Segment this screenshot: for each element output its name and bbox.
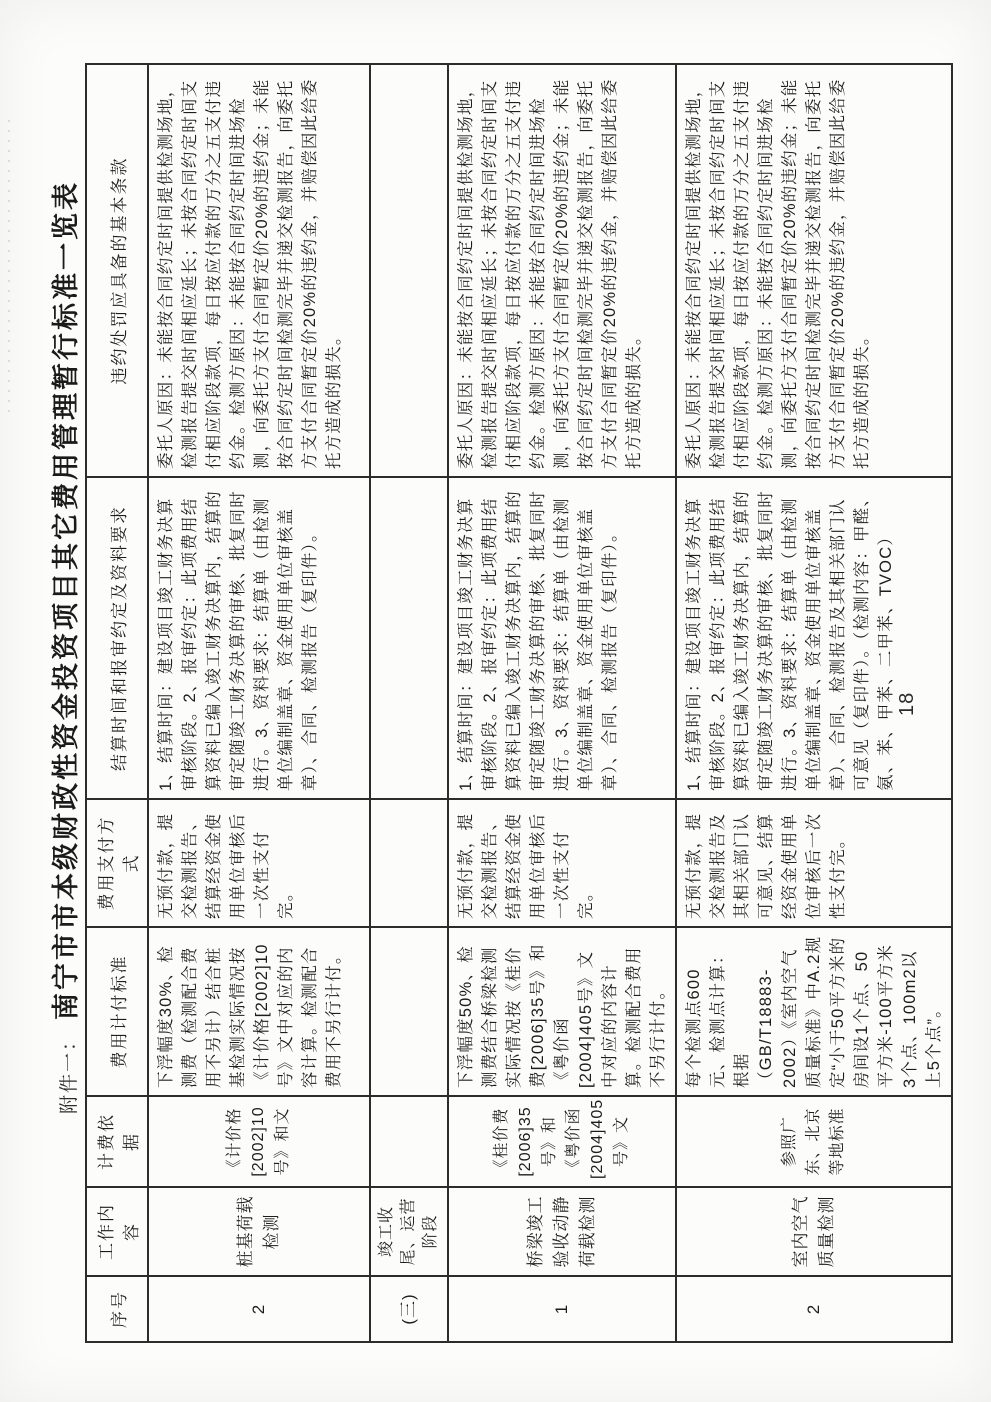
cell-work: 室内空气质量检测 [676,1187,952,1276]
cell-settlement: 1、结算时间：建设项目竣工财务决算审核阶段。2、报审约定：此项费用结算资料已编入竣工财务决算内，结算的审定随竣工财务决算的审核、批复同时进行。3、资料要求：结算单（由检测单位编制盖章、资金使用单位审核盖章）、合同、检测报告（复印件）。 [148,477,370,799]
section-row [370,64,448,1342]
cell-penalty: 委托人原因：未能按合同约定时间提供检测场地，检测报告提交时间相应延长；未按合同约定时间支付相应阶段款项，每日按应付款的万分之五支付违约金。检测方原因：未能按合同约定时间进场检测，向委托方支付合同暂定价20%的违约金；未能按合同约定时间检测完毕并递交检测报告，向委托方支付合同暂定价20%的违约金，并赔偿因此给委托方造成的损失。 [148,64,370,477]
col-header-payment: 费用支付方式 [86,799,148,927]
cell-basis [370,1096,448,1187]
table-row [148,64,370,1342]
cell-standard: 下浮幅度30%、检测费（检测配合费用不另计）结合桩基检测实际情况按《计价格[2002]10号》文中对应的内容计算。检测配合费用不另行计付。 [148,927,370,1096]
cell-penalty: 委托人原因：未能按合同约定时间提供检测场地，检测报告提交时间相应延长；未按合同约定时间支付相应阶段款项，每日按应付款的万分之五支付违约金。检测方原因：未能按合同约定时间进场检测，向委托方支付合同暂定价20%的违约金；未能按合同约定时间检测完毕并递交检测报告，向委托方支付合同暂定价20%的违约金，并赔偿因此给委托方造成的损失。 [448,64,676,477]
cell-standard: 每个检测点600元、检测点计算：根据（GB/T18883-2002）《室内空气质量标准》中A.2规定“小于50平方米的房间设1个点、50平方米-100平方米3个点、100m2以上5个点”。 [676,927,952,1096]
document-header [44,180,83,1114]
cell-basis: 《桂价费[2006]35号》和《粤价函[2004]405号》文 [448,1096,676,1187]
cell-penalty: 委托人原因：未能按合同约定时间提供检测场地，检测报告提交时间相应延长；未按合同约定时间支付相应阶段款项，每日按应付款的万分之五支付违约金。检测方原因：未能按合同约定时间进场检测，向委托方支付合同暂定价20%的违约金；未能按合同约定时间检测完毕并递交检测报告，向委托方支付合同暂定价20%的违约金，并赔偿因此给委托方造成的损失。 [676,64,952,477]
table-row [448,64,676,1342]
col-header-settlement: 结算时间和报审约定及资料要求 [86,477,148,799]
cell-payment: 无预付款，提交检测报告、结算经资金使用单位审核后一次性支付完。 [448,799,676,927]
cell-work: 桩基荷载检测 [148,1187,370,1276]
col-header-basis: 计费依据 [86,1096,148,1187]
cell-payment [370,799,448,927]
fee-standard-table [85,63,953,1343]
cell-payment: 无预付款，提交检测报告、结算经资金使用单位审核后一次性支付完。 [148,799,370,927]
cell-seq: 1 [448,1276,676,1342]
attachment-label: 附件一： [59,1029,80,1114]
cell-basis: 参照广东、北京等地标准 [676,1096,952,1187]
cell-basis: 《计价格[2002]10号》和文 [148,1096,370,1187]
cell-seq: 2 [148,1276,370,1342]
page-title: 南宁市市本级财政性资金投资项目其它费用管理暂行标准一览表 [51,179,81,1020]
cell-work: 桥梁竣工验收动静荷载检测 [448,1187,676,1276]
cell-settlement: 1、结算时间：建设项目竣工财务决算审核阶段。2、报审约定：此项费用结算资料已编入竣工财务决算内，结算的审定随竣工财务决算的审核、批复同时进行。3、资料要求：结算单（由检测单位编制盖章、资金使用单位审核盖章）、合同、检测报告（复印件）。 [448,477,676,799]
cell-work: 竣工收尾、运营阶段 [370,1187,448,1276]
cell-standard [370,927,448,1096]
col-header-standard: 费用计付标准 [86,927,148,1096]
col-header-work: 工作内容 [86,1187,148,1276]
page-number: 18 [896,691,918,716]
col-header-penalty: 违约处罚应具备的基本条款 [86,64,148,477]
cell-seq: (三) [370,1276,448,1342]
cell-payment: 无预付款，提交检测报告及其相关部门认可意见、结算经资金使用单位审核后一次性支付完。 [676,799,952,927]
cell-standard: 下浮幅度50%、检测费结合桥梁检测实际情况按《桂价费[2006]35号》和《粤价函[2004]405号》文中对应的内容计算。检测配合费用不另行计付。 [448,927,676,1096]
col-header-seq: 序号 [86,1276,148,1342]
cell-settlement [370,477,448,799]
cell-penalty [370,64,448,477]
cell-seq: 2 [676,1276,952,1342]
cell-settlement: 1、结算时间：建设项目竣工财务决算审核阶段。2、报审约定：此项费用结算资料已编入竣工财务决算内，结算的审定随竣工财务决算的审核、批复同时进行。3、资料要求：结算单（由检测单位编制盖章、资金使用单位审核盖章）、合同、检测报告及其相关部门认可意见（复印件）。（检测内容：甲醛、氨、苯、甲苯、二甲苯、TVOC） [676,477,952,799]
table-header-row [86,64,148,1342]
